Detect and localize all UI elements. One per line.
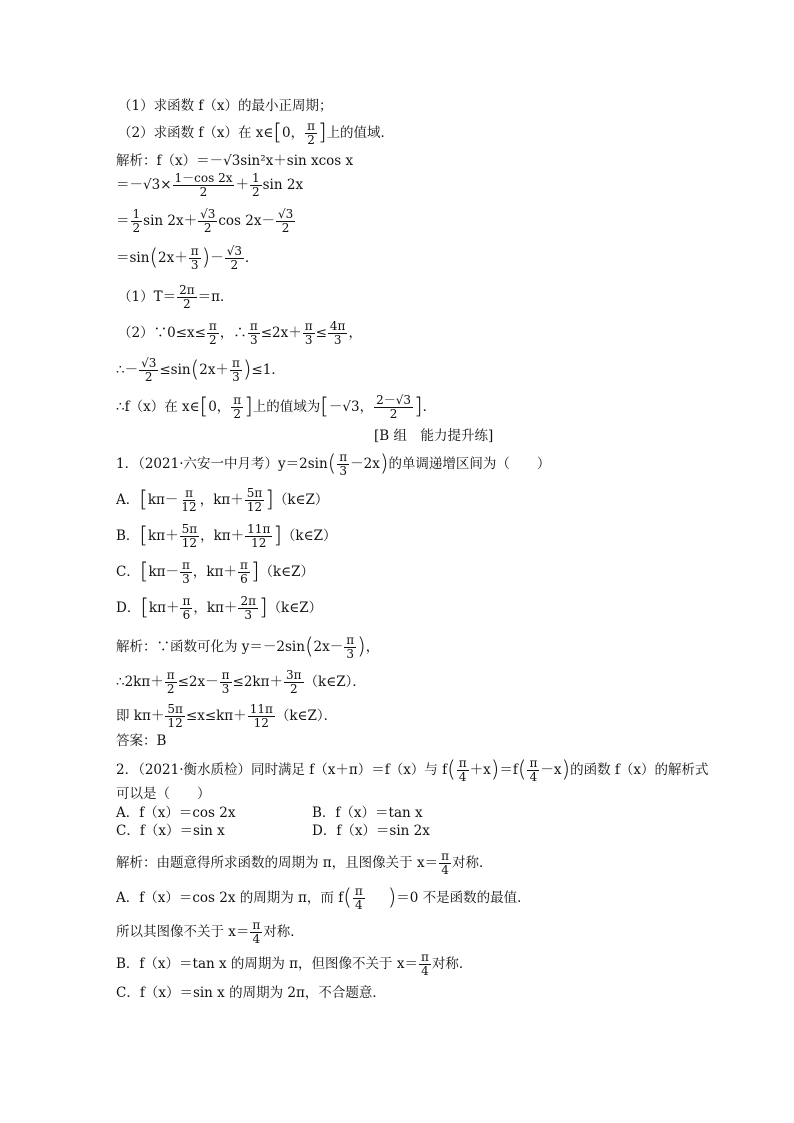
option-4-c: C．f（x）＝sin x <box>116 823 225 839</box>
question-3: 1．（2021·六安一中月考）y＝2sin( $\frac{\pi}{3}$ －2x)的单调递增区间为（ ） <box>116 450 551 478</box>
option-4-d: D．f（x）＝sin 2x <box>312 823 430 839</box>
analysis-4-line-5: C．f（x）＝sin x 的周期为 2π，不合题意． <box>116 985 386 1001</box>
option-d: D．[kπ＋ $\frac{\pi}{6}$ ，kπ＋ $\frac{2\pi}{3}$ ]（k∈Z） <box>116 594 323 622</box>
part-2-bound: ∴－ $\frac{√3}{2}$ ≤sin(2x＋ $\frac{\pi}{3}$ )≤1． <box>116 356 285 384</box>
part-2-result: ∴f（x）在 x∈[0， $\frac{\pi}{2}$ ]上的值域为[－√3， $\frac{2-√3}{2}$ ]． <box>116 393 437 421</box>
question-4: 2．（2021·衡水质检）同时满足 f（x＋π）＝f（x）与 f( $\frac{\pi}{4}$ ＋x)＝f( $\frac{\pi}{4}$ －x)的函数 f（x）的解析式 <box>116 756 709 784</box>
option-b: B．[kπ＋ $\frac{5\pi}{12}$ ，kπ＋ $\frac{11\pi}{12}$ ]（k∈Z） <box>116 522 337 550</box>
step-2: ＝ $\frac{1}{2}$ sin 2x＋ $\frac{√3}{2}$ cos 2x－ $\frac{√3}{2}$ <box>116 207 294 235</box>
question-2: （2）求函数 f（x）在 x∈[0， $\frac{\pi}{2}$ ]上的值域． <box>118 119 395 147</box>
section-heading: [B 组 能力提升练] <box>374 428 494 444</box>
answer-line: 答案：B <box>116 733 167 749</box>
option-a: A．[kπ－ $\frac{\pi}{12}$ ，kπ＋ $\frac{5\pi}{12}$ ]（k∈Z） <box>116 486 329 514</box>
part-2-range: （2）∵0≤x≤ $\frac{\pi}{2}$ ，∴ $\frac{\pi}{3}$ ≤2x＋ $\frac{\pi}{3}$ ≤ $\frac{4\pi}{3}$ ， <box>118 319 362 347</box>
analysis-4-line-3: 所以其图像不关于 x＝ $\frac{\pi}{4}$ 对称． <box>116 918 304 946</box>
option-4-b: B．f（x）＝tan x <box>312 805 423 821</box>
analysis-4-line-4: B．f（x）＝tan x 的周期为 π，但图像不关于 x＝ $\frac{\pi}{4}$ 对称． <box>116 950 473 978</box>
analysis-3-line-1: 解析：∵函数可化为 y＝－2sin(2x－ $\frac{\pi}{3}$ )， <box>116 633 380 661</box>
option-4-a: A．f（x）＝cos 2x <box>116 805 236 821</box>
analysis-3-line-2: ∴2kπ＋ $\frac{\pi}{2}$ ≤2x－ $\frac{\pi}{3}$ ≤2kπ＋ $\frac{3\pi}{2}$ （k∈Z）． <box>116 668 366 696</box>
question-4-tail: 可以是（ ） <box>116 786 211 802</box>
step-3: ＝sin(2x＋ $\frac{\pi}{3}$ )－ $\frac{√3}{2}$ ． <box>116 244 259 272</box>
analysis-4-line-2: A．f（x）＝cos 2x 的周期为 π，而 f( $\frac{\pi}{4}$ )＝0 不是函数的最值． <box>116 884 531 912</box>
analysis-3-line-3: 即 kπ＋ $\frac{5\pi}{12}$ ≤x≤kπ＋ $\frac{11\pi}{12}$ （k∈Z）． <box>116 702 338 730</box>
analysis-4-line-1: 解析：由题意得所求函数的周期为 π，且图像关于 x＝ $\frac{\pi}{4}$ 对称． <box>116 849 493 877</box>
option-c: C．[kπ－ $\frac{\pi}{3}$ ，kπ＋ $\frac{\pi}{6}$ ]（k∈Z） <box>116 558 314 586</box>
part-1-period: （1）T＝ $\frac{2\pi}{2}$ ＝π． <box>118 283 234 311</box>
question-1: （1）求函数 f（x）的最小正周期； <box>118 98 333 114</box>
step-1: ＝－√3× $\frac{1-\cos 2x}{2}$ ＋ $\frac{1}{2}$ sin 2x <box>116 171 304 199</box>
analysis-heading: 解析：f（x）＝－√3sin²x＋sin xcos x <box>116 153 354 169</box>
